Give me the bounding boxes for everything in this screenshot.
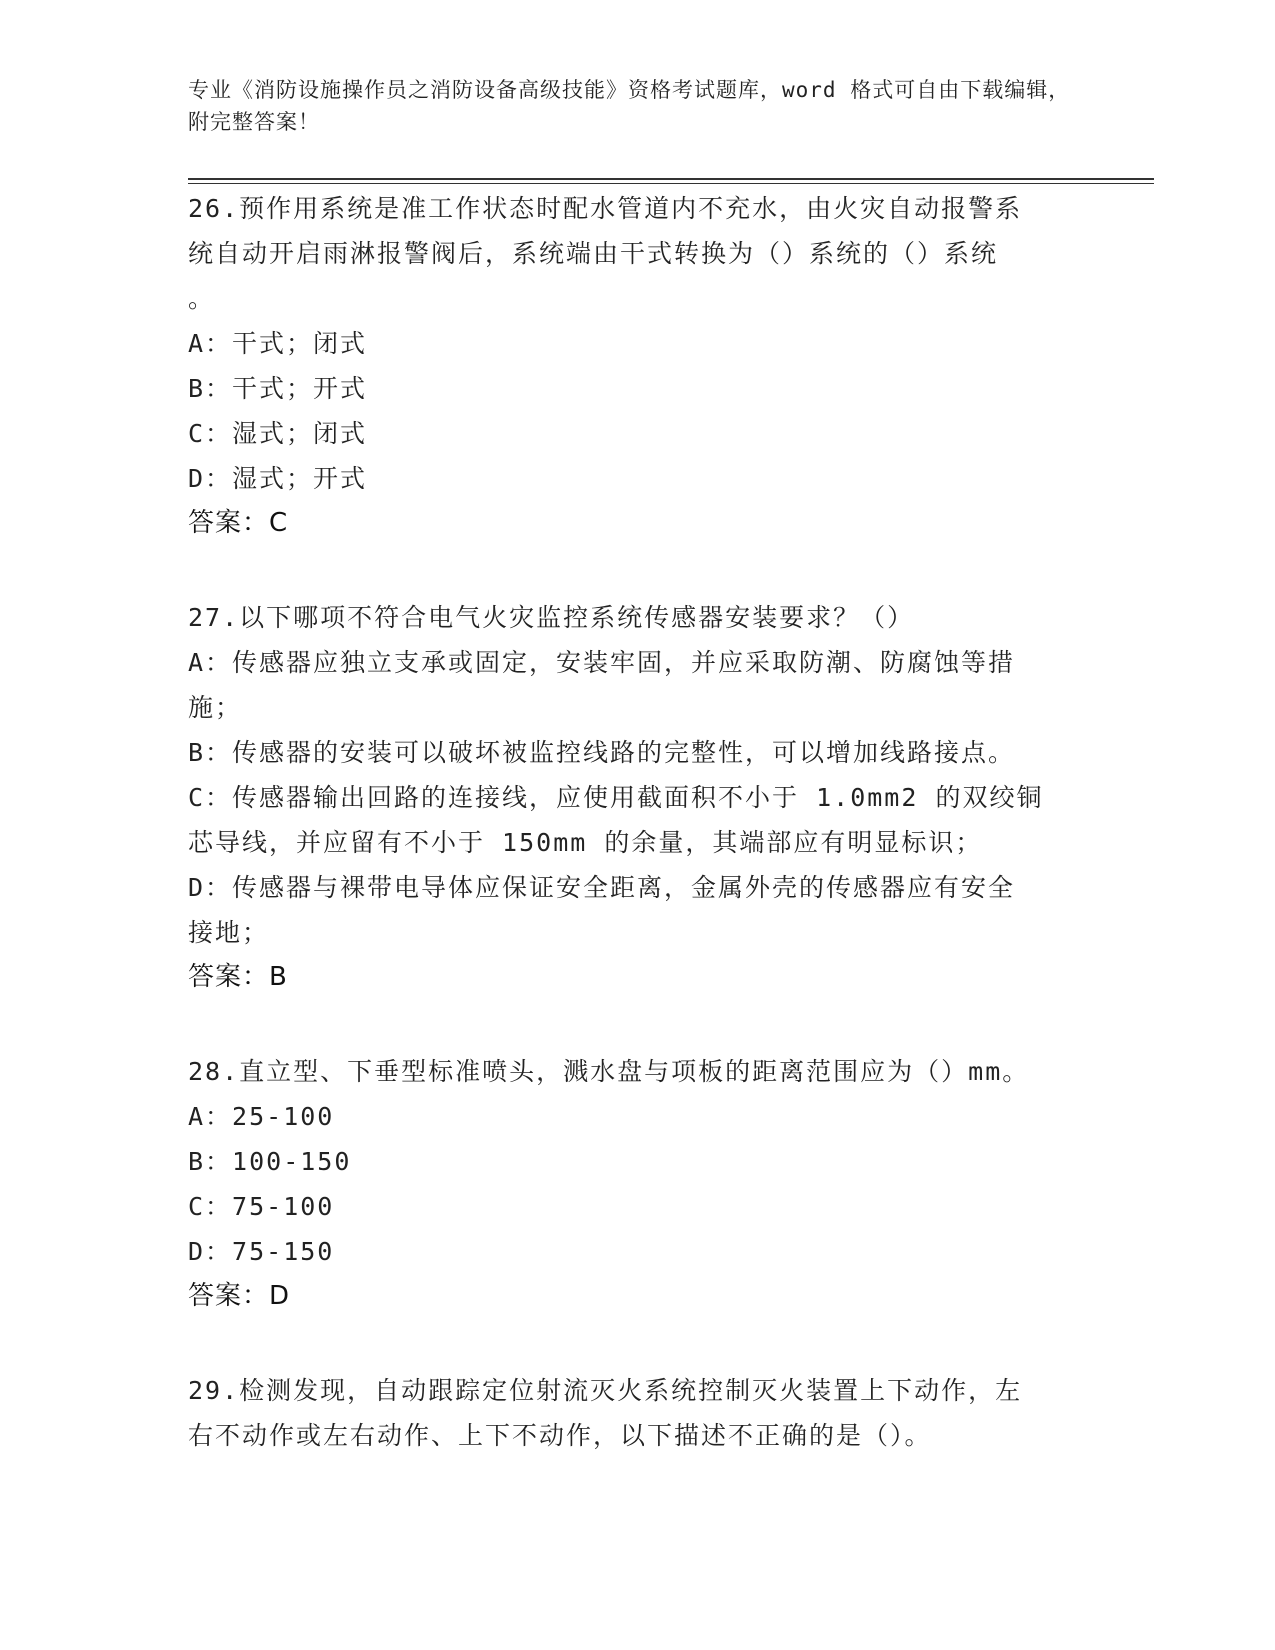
question-29 bbox=[188, 1368, 1088, 1458]
question-27 bbox=[188, 595, 1088, 1000]
option-d: D：传感器与裸带电导体应保证安全距离，金属外壳的传感器应有安全 bbox=[188, 873, 1016, 902]
question-stem-line: 28.直立型、下垂型标准喷头，溅水盘与项板的距离范围应为（）mm。 bbox=[188, 1057, 1030, 1086]
option-a: A：传感器应独立支承或固定，安装牢固，并应采取防潮、防腐蚀等措 bbox=[188, 648, 1016, 677]
option-c-continuation: 芯导线，并应留有不小于 150mm 的余量，其端部应有明显标识； bbox=[188, 828, 983, 857]
answer-label: 答案：C bbox=[188, 508, 289, 538]
option-b: B：干式；开式 bbox=[188, 374, 368, 403]
document-header: 专业《消防设施操作员之消防设备高级技能》资格考试题库，word 格式可自由下载编辑，附完整答案！ bbox=[188, 78, 1071, 134]
header-divider-thick bbox=[188, 178, 1154, 180]
option-b: B：100-150 bbox=[188, 1147, 352, 1176]
option-a: A：干式；闭式 bbox=[188, 329, 368, 358]
question-stem-line: 统自动开启雨淋报警阀后，系统端由干式转换为（）系统的（）系统 bbox=[188, 239, 999, 268]
option-c: C：湿式；闭式 bbox=[188, 419, 368, 448]
option-d-continuation: 接地； bbox=[188, 918, 270, 947]
question-26 bbox=[188, 186, 1088, 546]
header-divider-thin bbox=[188, 183, 1154, 184]
question-list bbox=[188, 186, 1088, 1507]
option-b: B：传感器的安装可以破坏被监控线路的完整性，可以增加线路接点。 bbox=[188, 738, 1016, 767]
question-28 bbox=[188, 1049, 1088, 1319]
answer-label: 答案：B bbox=[188, 962, 288, 992]
answer-label: 答案：D bbox=[188, 1281, 291, 1311]
option-a-continuation: 施； bbox=[188, 693, 243, 722]
question-stem-line: 右不动作或左右动作、上下不动作，以下描述不正确的是（）。 bbox=[188, 1421, 932, 1450]
option-d: D：75-150 bbox=[188, 1237, 335, 1266]
option-d: D：湿式；开式 bbox=[188, 464, 368, 493]
question-stem-line: 26.预作用系统是准工作状态时配水管道内不充水，由火灾自动报警系 bbox=[188, 194, 1023, 223]
question-stem-line: 27.以下哪项不符合电气火灾监控系统传感器安装要求？（） bbox=[188, 603, 915, 632]
question-stem-line: 29.检测发现，自动跟踪定位射流灭火系统控制灭火装置上下动作，左 bbox=[188, 1376, 1023, 1405]
option-c: C：75-100 bbox=[188, 1192, 335, 1221]
option-a: A：25-100 bbox=[188, 1102, 335, 1131]
question-stem-line: 。 bbox=[188, 284, 216, 313]
option-c: C：传感器输出回路的连接线，应使用截面积不小于 1.0mm2 的双绞铜 bbox=[188, 783, 1044, 812]
